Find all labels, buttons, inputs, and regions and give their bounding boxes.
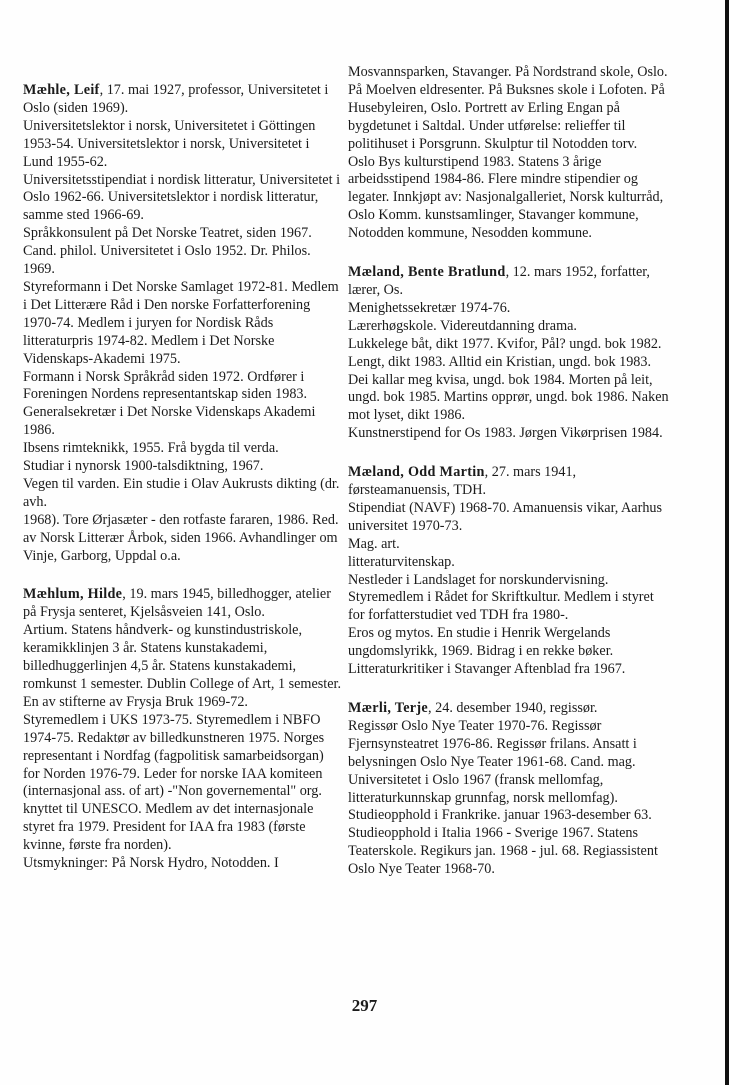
entry-paragraph: Stipendiat (NAVF) 1968-70. Amanuensis vikar, Aarhus universitet 1970-73. (348, 499, 663, 534)
entry-paragraph: Menighetssekretær 1974-76. (348, 299, 511, 316)
entry-name: Mæhlum, Hilde (23, 586, 123, 603)
entry-paragraph: Cand. philol. Universitetet i Oslo 1952. Dr. Philos. 1969. (23, 243, 311, 278)
entry-paragraph: Mosvannsparken, Stavanger. På Nordstrand skole, Oslo. På Moelven eldresenter. På Buksnes skole i Lofoten. På Husebyleiren, Oslo. Portrett av Erling Engan på bygdetunet i Saltdal. Under utførelse: relieffer til politihuset i Porsgrunn. Skulptur til Notodden torv. (348, 64, 668, 152)
entry-paragraph (348, 264, 670, 300)
entry-name: Mærli, Terje (348, 700, 429, 716)
entry-paragraph: Formann i Norsk Språkråd siden 1972. Ordfører i Foreningen Nordens representantskap siden 1983. Generalsekretær i Det Norske Videnskaps Akademi 1986. (23, 368, 316, 439)
entry-maehlum-hilde-continued (348, 64, 670, 243)
entry-paragraph: En av stifterne av Frysja Bruk 1969-72. (23, 693, 248, 710)
entry-maehle-leif (23, 82, 341, 565)
entry-paragraph: Mag. art. (348, 535, 400, 552)
entry-paragraph: Lukkelege båt, dikt 1977. Kvifor, Pål? ungd. bok 1982. Lengt, dikt 1983. Alltid ein Kristian, ungd. bok 1983. Dei kallar meg kvisa, ungd. bok 1984. Morten på leit, ungd. bok 1985. Martins opprør, ungd. bok 1986. Naken mot lyset, dikt 1986. (348, 335, 669, 424)
page-edge-border (725, 0, 729, 1085)
page-number: 297 (351, 996, 378, 1015)
entry-maeland-odd-martin (348, 464, 670, 679)
entry-text: , 19. mars 1945, billedhogger, atelier på Frysja senteret, Kjelsåsveien 141, Oslo. (23, 586, 331, 621)
entry-paragraph: litteraturvitenskap. (348, 553, 455, 570)
entry-paragraph (23, 586, 341, 622)
entry-paragraph: Universitetslektor i norsk, Universitetet i Göttingen 1953-54. Universitetslektor i norsk, Universitetet i Lund 1955-62. (23, 117, 316, 170)
entry-maehlum-hilde (23, 586, 341, 873)
entry-paragraph: Vegen til varden. Ein studie i Olav Aukrusts dikting (dr. avh. (23, 475, 340, 510)
entry-paragraph: Universitetsstipendiat i nordisk litteratur, Universitetet i Oslo 1962-66. Universitetslektor i nordisk litteratur, samme sted 1966-69. (23, 171, 341, 224)
entry-paragraph: Regissør Oslo Nye Teater 1970-76. Regissør Fjernsynsteatret 1976-86. Regissør frilans. Ansatt i belysningen Oslo Nye Teater 1961-68. Cand. mag. Universitetet i Oslo 1967 (fransk mellomfag, litteraturkunnskap grunnfag, norsk mellomfag). Studieopphold i Frankrike. januar 1963-desember 63. Studieopphold i Italia 1966 - Sverige 1967. Statens Teaterskole. Regikurs jan. 1968 - jul. 68. Regiassistent Oslo Nye Teater 1968-70. (348, 717, 658, 878)
entry-paragraph: Eros og mytos. En studie i Henrik Wergelands ungdomslyrikk, 1969. Bidrag i en rekke bøker. Litteraturkritiker i Stavanger Aftenblad fra 1967. (348, 625, 626, 678)
entry-paragraph: Styremedlem i UKS 1973-75. Styremedlem i NBFO 1974-75. Redaktør av billedkunstneren 1975. Norges representant i Nordfag (fagpolitisk samarbeidsorgan) for Norden 1976-79. Leder for norske IAA komiteen (internasjonal ass. of art) -"Non governemental" org. knyttet til UNESCO. Medlem av det internasjonale styret fra 1979. President for IAA fra 1983 (første kvinne, første fra norden). (23, 711, 325, 854)
entry-paragraph: Oslo Bys kulturstipend 1983. Statens 3 årige arbeidsstipend 1984-86. Flere mindre stipendier og legater. Innkjøpt av: Nasjonalgalleriet, Norsk kulturråd, Oslo Komm. kunstsamlinger, Stavanger kommune, Notodden kommune, Nesodden kommune. (348, 153, 664, 242)
entry-paragraph: Kunstnerstipend for Os 1983. Jørgen Vikørprisen 1984. (348, 425, 663, 442)
left-column (23, 82, 341, 894)
entry-paragraph: Lærerhøgskole. Videreutdanning drama. (348, 317, 577, 334)
entry-paragraph: Studiar i nynorsk 1900-talsdiktning, 1967. (23, 458, 264, 475)
entry-paragraph: Ibsens rimteknikk, 1955. Frå bygda til verda. (23, 440, 279, 457)
entry-name: Mæhle, Leif (23, 82, 100, 98)
right-column (348, 64, 670, 900)
entry-text: , 24. desember 1940, regissør. (428, 700, 598, 716)
entry-paragraph: Artium. Statens håndverk- og kunstindustriskole, keramikklinjen 3 år. Statens kunstakademi, billedhuggerlinjen 4,5 år. Statens kunstakademi, romkunst 1 semester. Dublin College of Art, 1 semester. (23, 622, 341, 692)
entry-paragraph (348, 700, 670, 718)
entry-paragraph: Utsmykninger: På Norsk Hydro, Notodden. I (23, 855, 279, 872)
entry-maeland-bente-bratlund (348, 264, 670, 443)
entry-paragraph (23, 82, 341, 118)
entry-text: , 17. mai 1927, professor, Universitetet i Oslo (siden 1969). (23, 82, 329, 116)
entry-text: , 12. mars 1952, forfatter, lærer, Os. (348, 264, 650, 298)
entry-paragraph: 1968). Tore Ørjasæter - den rotfaste fararen, 1986. Red. av Norsk Litterær Årbok, siden 1966. Avhandlinger om Vinje, Garborg, Uppdal o.a. (23, 511, 339, 564)
entry-paragraph: Språkkonsulent på Det Norske Teatret, siden 1967. (23, 225, 312, 242)
entry-paragraph: Nestleder i Landslaget for norskundervisning. Styremedlem i Rådet for Skriftkultur. Medlem i styret for forfatterstudiet ved TDH fra 1980-. (348, 571, 654, 624)
entry-text: , 27. mars 1941, førsteamanuensis, TDH. (348, 464, 577, 499)
entry-name: Mæland, Odd Martin (348, 464, 485, 481)
entry-paragraph: Styreformann i Det Norske Samlaget 1972-81. Medlem i Det Litterære Råd i Den norske Forfatterforening 1970-74. Medlem i juryen for Nordisk Råds litteraturpris 1974-82. Medlem i Det Norske Videnskaps-Akademi 1975. (23, 278, 339, 367)
entry-paragraph (348, 464, 670, 500)
entry-name: Mæland, Bente Bratlund (348, 264, 506, 281)
entry-maerli-terje (348, 700, 670, 879)
